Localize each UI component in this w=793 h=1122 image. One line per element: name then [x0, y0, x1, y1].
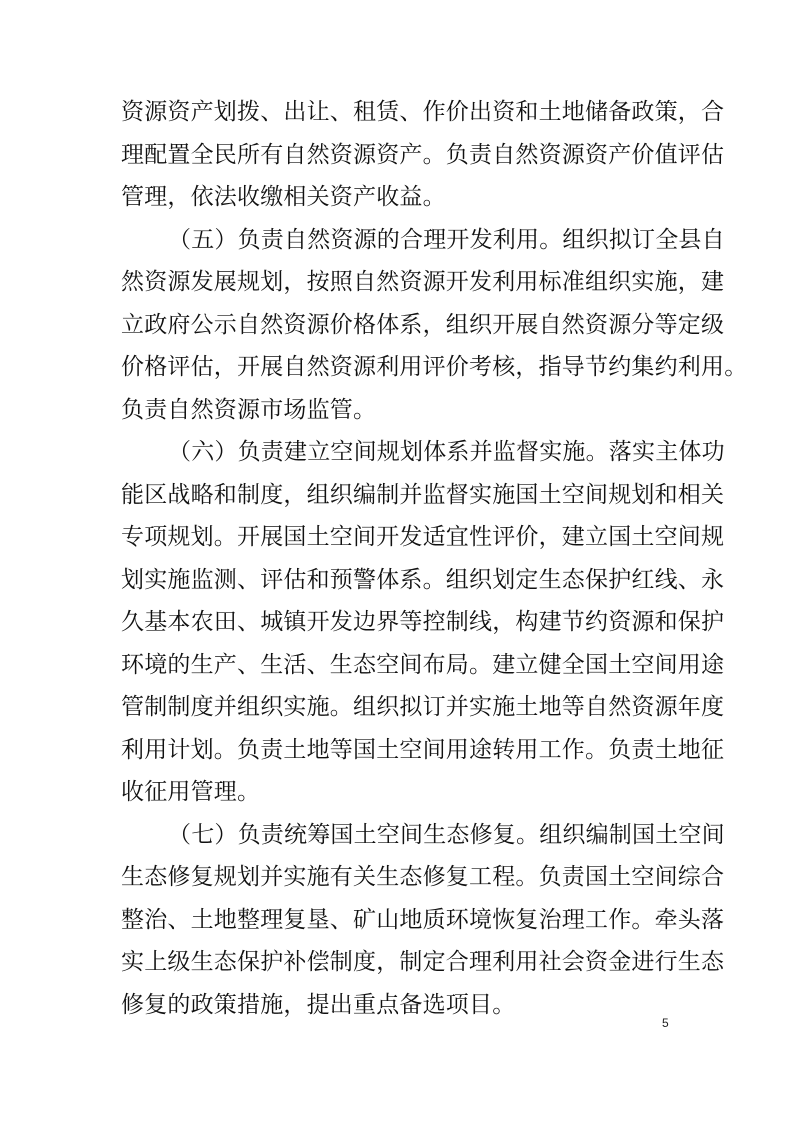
text-line: 价格评估，开展自然资源利用评价考核，指导节约集约利用。 — [121, 354, 748, 380]
text-line: 整治、土地整理复垦、矿山地质环境恢复治理工作。牵头落 — [121, 907, 725, 933]
text-line: 负责自然资源市场监管。 — [121, 397, 377, 423]
text-line: 利用计划。负责土地等国土空间用途转用工作。负责土地征 — [121, 737, 725, 763]
text-line: （五）负责自然资源的合理开发利用。组织拟订全县自 — [168, 227, 725, 253]
text-line: 管制制度并组织实施。组织拟订并实施土地等自然资源年度 — [121, 694, 725, 720]
text-line: （六）负责建立空间规划体系并监督实施。落实主体功 — [168, 439, 725, 465]
text-line: 资源资产划拨、出让、租赁、作价出资和土地储备政策，合 — [121, 99, 725, 125]
text-line: 修复的政策措施，提出重点备选项目。 — [121, 992, 516, 1018]
text-line: 立政府公示自然资源价格体系，组织开展自然资源分等定级 — [121, 312, 725, 338]
text-line: 理配置全民所有自然资源资产。负责自然资源资产价值评估 — [121, 142, 725, 168]
page-number: 5 — [662, 1016, 669, 1030]
text-line: 实上级生态保护补偿制度，制定合理利用社会资金进行生态 — [121, 949, 725, 975]
text-line: 生态修复规划并实施有关生态修复工程。负责国土空间综合 — [121, 864, 725, 890]
text-line: 然资源发展规划，按照自然资源开发利用标准组织实施，建 — [121, 269, 725, 295]
text-line: （七）负责统筹国土空间生态修复。组织编制国土空间 — [168, 822, 725, 848]
text-line: 管理，依法收缴相关资产收益。 — [121, 184, 446, 210]
text-line: 久基本农田、城镇开发边界等控制线，构建节约资源和保护 — [121, 609, 725, 635]
text-line: 划实施监测、评估和预警体系。组织划定生态保护红线、永 — [121, 567, 725, 593]
text-line: 收征用管理。 — [121, 779, 261, 805]
text-line: 能区战略和制度，组织编制并监督实施国土空间规划和相关 — [121, 482, 725, 508]
text-line: 专项规划。开展国土空间开发适宜性评价，建立国土空间规 — [121, 524, 725, 550]
text-line: 环境的生产、生活、生态空间布局。建立健全国土空间用途 — [121, 652, 725, 678]
